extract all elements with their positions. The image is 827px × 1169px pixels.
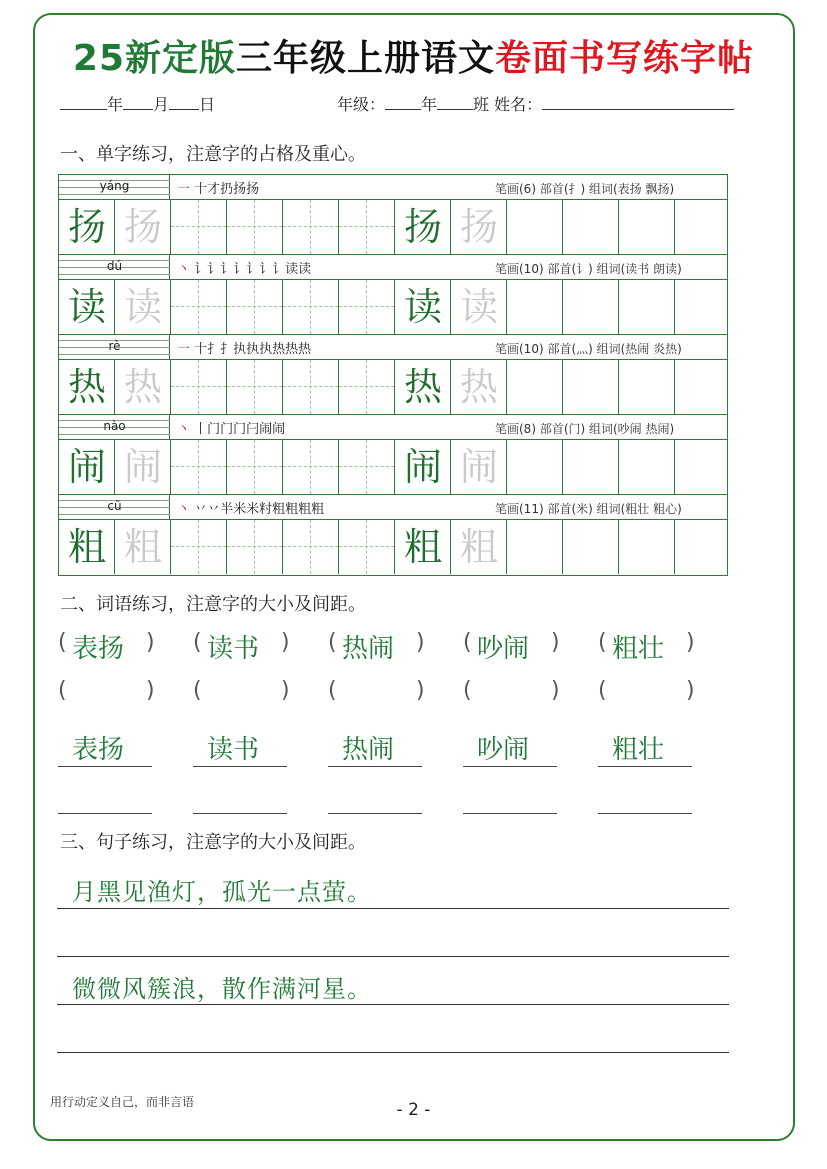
trace-character: 闹 [123, 445, 162, 489]
pinyin-box [59, 495, 170, 520]
paren-open: ( [58, 630, 67, 655]
pinyin-text: dú [106, 259, 123, 273]
writing-cell[interactable] [171, 280, 227, 334]
trace-character: 热 [459, 365, 498, 409]
writing-cell[interactable] [619, 440, 675, 494]
writing-cell [59, 200, 115, 254]
writing-cell[interactable] [563, 440, 619, 494]
writing-cell [395, 280, 451, 334]
writing-cell[interactable] [619, 360, 675, 414]
stroke-order-first: 一 [177, 342, 191, 357]
pinyin-row [59, 175, 727, 200]
character-grid [58, 174, 728, 576]
paren-open: ( [328, 630, 337, 655]
title-part-type: 卷面书写练字帖 [495, 38, 755, 79]
writing-cell [395, 520, 451, 574]
writing-row [59, 200, 727, 254]
sentence-2-practice-line[interactable] [57, 1052, 729, 1053]
word-underline [463, 766, 557, 767]
day-blank[interactable] [169, 95, 199, 110]
pinyin-guide-line [59, 354, 170, 355]
trace-character: 粗 [123, 525, 162, 569]
writing-cell[interactable] [507, 440, 563, 494]
pinyin-text: yáng [99, 179, 130, 193]
paren-close[interactable]: ) [281, 678, 290, 703]
page-number: - 2 - [396, 1100, 431, 1120]
model-character: 粗 [403, 525, 442, 569]
writing-cell [451, 200, 507, 254]
grade-blank[interactable] [385, 95, 421, 110]
word-copy: 粗壮 [612, 735, 665, 765]
writing-cell[interactable] [283, 520, 339, 574]
pinyin-row [59, 415, 727, 440]
pinyin-box [59, 175, 170, 200]
writing-cell[interactable] [339, 440, 395, 494]
writing-cell[interactable] [675, 520, 727, 574]
stroke-order-rest: 讠讠讠讠讠讠讠读读 [194, 262, 312, 277]
pinyin-guide-line [59, 434, 170, 435]
writing-cell [115, 280, 171, 334]
section-2-heading: 二、词语练习，注意字的大小及间距。 [60, 594, 366, 615]
grade-year-label: 年 [421, 95, 438, 114]
word-model: 粗壮 [612, 634, 665, 664]
paren-open: ( [58, 678, 67, 703]
paren-open: ( [598, 630, 607, 655]
writing-cell [451, 280, 507, 334]
word-copy: 表扬 [72, 735, 125, 765]
trace-character: 粗 [459, 525, 498, 569]
word-practice-line[interactable] [463, 813, 557, 814]
paren-close: ) [551, 630, 560, 655]
writing-cell [395, 440, 451, 494]
writing-cell [115, 200, 171, 254]
stroke-order [177, 498, 324, 517]
writing-row [59, 440, 727, 494]
writing-cell[interactable] [227, 200, 283, 254]
stroke-order [177, 258, 311, 277]
stroke-order [177, 338, 311, 357]
trace-character: 热 [123, 365, 162, 409]
writing-cell[interactable] [339, 520, 395, 574]
trace-character: 扬 [123, 205, 162, 249]
stroke-order-rest: 十扌扌执执执热热热 [194, 342, 312, 357]
writing-row [59, 520, 727, 574]
writing-cell[interactable] [339, 280, 395, 334]
word-model: 表扬 [72, 634, 125, 664]
paren-open: ( [193, 678, 202, 703]
date-line [60, 92, 215, 115]
model-character: 扬 [403, 205, 442, 249]
stroke-order-first: 一 [177, 182, 191, 197]
grade-label: 年级： [337, 95, 386, 114]
model-character: 扬 [67, 205, 106, 249]
pinyin-box [59, 255, 170, 280]
writing-cell[interactable] [675, 280, 727, 334]
stroke-order-first: 丶 [177, 502, 191, 517]
writing-cell[interactable] [619, 280, 675, 334]
writing-cell [451, 360, 507, 414]
sentence-1: 月黑见渔灯，孤光一点萤。 [72, 878, 372, 906]
writing-cell[interactable] [507, 280, 563, 334]
writing-cell[interactable] [619, 200, 675, 254]
writing-cell[interactable] [283, 280, 339, 334]
pinyin-guide-line [59, 194, 170, 195]
model-character: 粗 [67, 525, 106, 569]
writing-cell [59, 520, 115, 574]
writing-cell[interactable] [339, 360, 395, 414]
name-label: 姓名： [494, 95, 543, 114]
char-meta: 笔画(11) 部首(米) 组词(粗壮 粗心) [495, 502, 682, 516]
writing-row [59, 280, 727, 334]
writing-cell[interactable] [619, 520, 675, 574]
writing-cell[interactable] [171, 440, 227, 494]
word-model: 热闹 [342, 634, 395, 664]
writing-cell[interactable] [171, 360, 227, 414]
sentence-1-line [57, 908, 729, 909]
month-label: 月 [153, 95, 170, 114]
year-blank[interactable] [60, 95, 107, 110]
pinyin-text: rè [108, 339, 121, 353]
trace-character: 读 [459, 285, 498, 329]
word-underline [598, 766, 692, 767]
model-character: 闹 [67, 445, 106, 489]
writing-cell [451, 440, 507, 494]
writing-cell [115, 440, 171, 494]
title-part-grade: 三年级上册语文 [236, 38, 496, 79]
paren-open: ( [193, 630, 202, 655]
char-meta: 笔画(6) 部首(扌) 组词(表扬 飘扬) [495, 182, 675, 196]
writing-cell[interactable] [283, 200, 339, 254]
writing-cell[interactable] [227, 360, 283, 414]
word-practice-line[interactable] [598, 813, 692, 814]
word-underline [328, 766, 422, 767]
word-copy: 热闹 [342, 735, 395, 765]
writing-cell[interactable] [227, 280, 283, 334]
trace-character: 闹 [459, 445, 498, 489]
paren-close[interactable]: ) [416, 678, 425, 703]
paren-open: ( [328, 678, 337, 703]
writing-cell[interactable] [563, 200, 619, 254]
sentence-2-line [57, 1004, 729, 1005]
writing-cell[interactable] [563, 520, 619, 574]
word-model: 吵闹 [477, 634, 530, 664]
stroke-order-rest: 十才扔扬扬 [194, 182, 260, 197]
writing-cell[interactable] [283, 360, 339, 414]
writing-cell[interactable] [507, 520, 563, 574]
writing-cell[interactable] [675, 440, 727, 494]
section-3-heading: 三、句子练习，注意字的大小及间距。 [60, 832, 366, 853]
pinyin-row [59, 495, 727, 520]
pinyin-box [59, 415, 170, 440]
stroke-order [177, 178, 259, 197]
word-practice-line[interactable] [58, 813, 152, 814]
writing-cell [395, 200, 451, 254]
trace-character: 读 [123, 285, 162, 329]
writing-cell [115, 360, 171, 414]
writing-cell [115, 520, 171, 574]
model-character: 热 [67, 365, 106, 409]
writing-cell[interactable] [171, 520, 227, 574]
section-1-heading: 一、单字练习，注意字的占格及重心。 [60, 144, 366, 165]
word-underline [58, 766, 152, 767]
paren-close: ) [686, 630, 695, 655]
char-meta: 笔画(10) 部首(灬) 组词(热闹 炎热) [495, 342, 682, 356]
word-practice-line[interactable] [328, 813, 422, 814]
sentence-2: 微微风簇浪，散作满河星。 [72, 975, 372, 1003]
word-model: 读书 [207, 634, 260, 664]
writing-cell[interactable] [563, 280, 619, 334]
model-character: 读 [403, 285, 442, 329]
stroke-order [177, 418, 285, 437]
paren-open: ( [463, 678, 472, 703]
writing-cell[interactable] [171, 200, 227, 254]
paren-close: ) [416, 630, 425, 655]
stroke-order-rest: 丷丷半米米籿粗粗粗粗 [194, 502, 325, 517]
paren-close: ) [146, 630, 155, 655]
footer-motto: 用行动定义自己，而非言语 [50, 1095, 195, 1109]
paren-close[interactable]: ) [551, 678, 560, 703]
model-character: 闹 [403, 445, 442, 489]
word-copy: 吵闹 [477, 735, 530, 765]
student-line [337, 92, 734, 115]
name-blank[interactable] [542, 95, 734, 110]
writing-cell [59, 280, 115, 334]
writing-cell[interactable] [283, 440, 339, 494]
pinyin-guide-line [59, 274, 170, 275]
word-underline [193, 766, 287, 767]
trace-character: 扬 [459, 205, 498, 249]
writing-cell[interactable] [227, 440, 283, 494]
paren-open: ( [598, 678, 607, 703]
paren-open: ( [463, 630, 472, 655]
paren-close[interactable]: ) [146, 678, 155, 703]
writing-cell[interactable] [675, 200, 727, 254]
writing-cell[interactable] [675, 360, 727, 414]
writing-cell[interactable] [339, 200, 395, 254]
model-character: 读 [67, 285, 106, 329]
writing-cell[interactable] [507, 200, 563, 254]
paren-close[interactable]: ) [686, 678, 695, 703]
class-blank[interactable] [437, 95, 473, 110]
page-title [0, 30, 827, 81]
writing-cell [395, 360, 451, 414]
pinyin-text: cū [107, 499, 122, 513]
writing-cell [59, 440, 115, 494]
model-character: 热 [403, 365, 442, 409]
year-label: 年 [107, 95, 124, 114]
pinyin-row [59, 335, 727, 360]
pinyin-guide-line [59, 514, 170, 515]
stroke-order-first: 丶 [177, 262, 191, 277]
writing-cell[interactable] [507, 360, 563, 414]
writing-cell [59, 360, 115, 414]
title-part-edition: 25新定版 [72, 38, 237, 79]
char-meta: 笔画(10) 部首(讠) 组词(读书 朗读) [495, 262, 682, 276]
writing-cell[interactable] [563, 360, 619, 414]
sentence-1-practice-line[interactable] [57, 956, 729, 957]
writing-cell [451, 520, 507, 574]
word-copy: 读书 [207, 735, 260, 765]
stroke-order-rest: 丨门门门闩闹闹 [194, 422, 286, 437]
day-label: 日 [199, 95, 216, 114]
word-practice-line[interactable] [193, 813, 287, 814]
char-meta: 笔画(8) 部首(门) 组词(吵闹 热闹) [495, 422, 675, 436]
paren-close: ) [281, 630, 290, 655]
class-label: 班 [473, 95, 490, 114]
writing-cell[interactable] [227, 520, 283, 574]
pinyin-box [59, 335, 170, 360]
writing-row [59, 360, 727, 414]
pinyin-row [59, 255, 727, 280]
pinyin-text: nào [103, 419, 126, 433]
month-blank[interactable] [123, 95, 153, 110]
stroke-order-first: 丶 [177, 422, 191, 437]
